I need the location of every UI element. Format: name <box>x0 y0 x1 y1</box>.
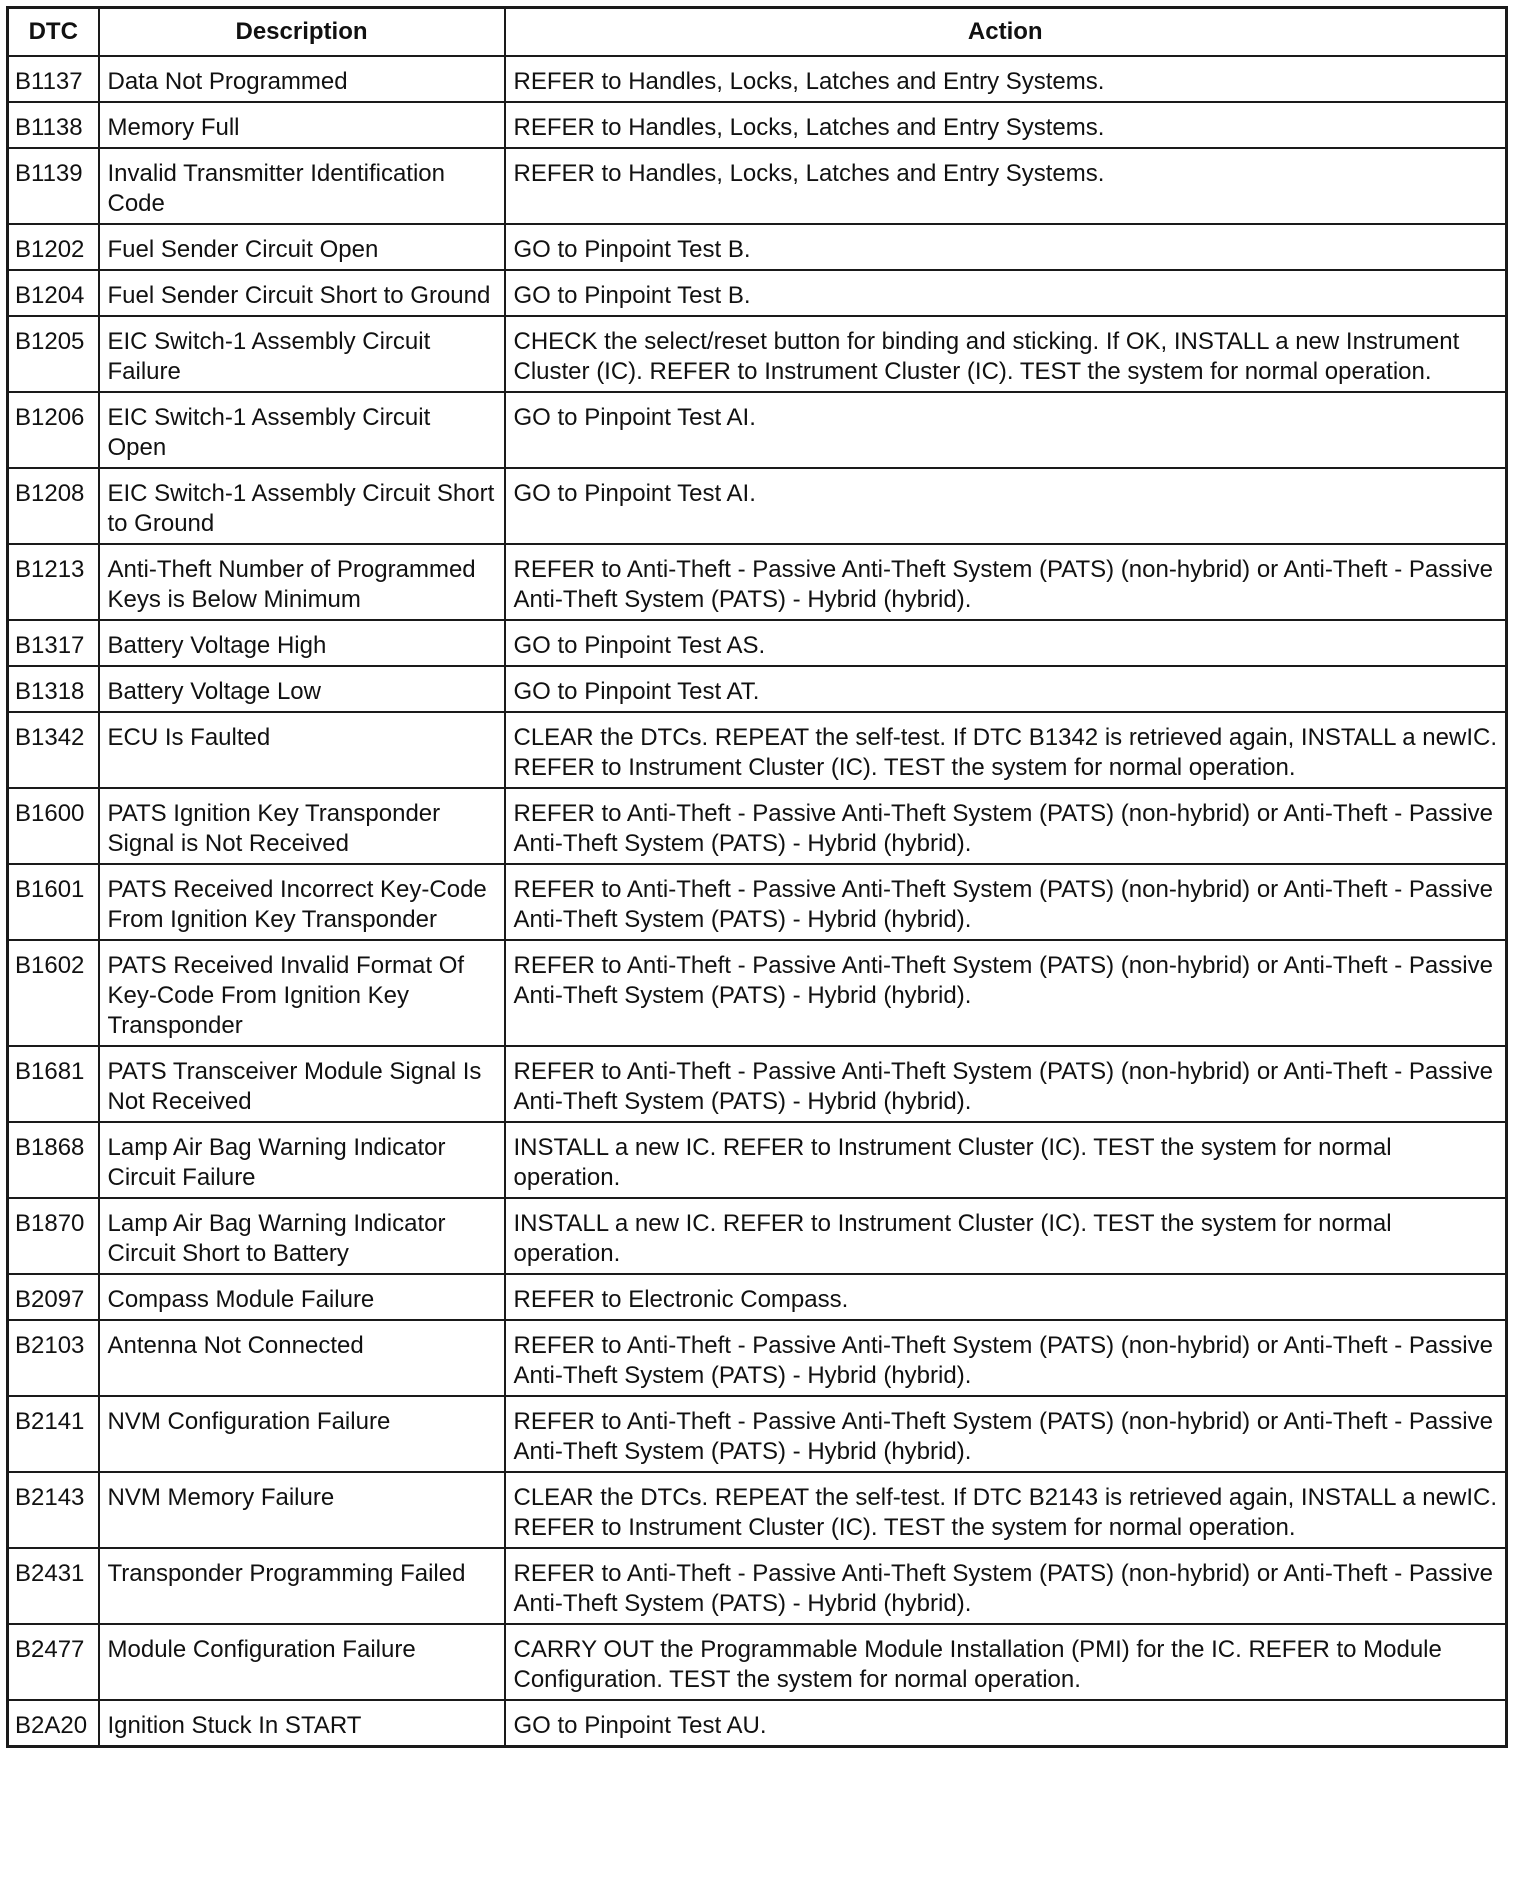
dtc-cell: B2141 <box>8 1396 99 1472</box>
action-cell: REFER to Anti-Theft - Passive Anti-Theft System (PATS) (non-hybrid) or Anti-Theft - Passive Anti-Theft System (PATS) - Hybrid (hybrid). <box>505 1046 1507 1122</box>
action-cell: GO to Pinpoint Test AI. <box>505 392 1507 468</box>
dtc-cell: B1600 <box>8 788 99 864</box>
description-cell: PATS Received Invalid Format Of Key-Code From Ignition Key Transponder <box>99 940 505 1046</box>
table-row <box>8 712 1507 788</box>
dtc-cell: B1213 <box>8 544 99 620</box>
table-row <box>8 392 1507 468</box>
table-row <box>8 666 1507 712</box>
table-row <box>8 864 1507 940</box>
dtc-cell: B1318 <box>8 666 99 712</box>
header-action: Action <box>505 8 1507 57</box>
table-row <box>8 1700 1507 1747</box>
dtc-cell: B1206 <box>8 392 99 468</box>
description-cell: EIC Switch-1 Assembly Circuit Open <box>99 392 505 468</box>
table-row <box>8 1396 1507 1472</box>
description-cell: Transponder Programming Failed <box>99 1548 505 1624</box>
table-body <box>8 56 1507 1747</box>
action-cell: REFER to Anti-Theft - Passive Anti-Theft System (PATS) (non-hybrid) or Anti-Theft - Passive Anti-Theft System (PATS) - Hybrid (hybrid). <box>505 544 1507 620</box>
table-row <box>8 224 1507 270</box>
action-cell: GO to Pinpoint Test AU. <box>505 1700 1507 1747</box>
dtc-cell: B2143 <box>8 1472 99 1548</box>
description-cell: Module Configuration Failure <box>99 1624 505 1700</box>
action-cell: CLEAR the DTCs. REPEAT the self-test. If DTC B2143 is retrieved again, INSTALL a newIC. REFER to Instrument Cluster (IC). TEST the system for normal operation. <box>505 1472 1507 1548</box>
action-cell: INSTALL a new IC. REFER to Instrument Cluster (IC). TEST the system for normal operation. <box>505 1122 1507 1198</box>
header-dtc: DTC <box>8 8 99 57</box>
description-cell: NVM Memory Failure <box>99 1472 505 1548</box>
description-cell: PATS Ignition Key Transponder Signal is Not Received <box>99 788 505 864</box>
dtc-cell: B1868 <box>8 1122 99 1198</box>
description-cell: Lamp Air Bag Warning Indicator Circuit Short to Battery <box>99 1198 505 1274</box>
table-row <box>8 544 1507 620</box>
dtc-cell: B1138 <box>8 102 99 148</box>
action-cell: REFER to Electronic Compass. <box>505 1274 1507 1320</box>
description-cell: Fuel Sender Circuit Short to Ground <box>99 270 505 316</box>
table-row <box>8 788 1507 864</box>
action-cell: REFER to Handles, Locks, Latches and Entry Systems. <box>505 148 1507 224</box>
dtc-cell: B1139 <box>8 148 99 224</box>
description-cell: EIC Switch-1 Assembly Circuit Failure <box>99 316 505 392</box>
table-row <box>8 102 1507 148</box>
dtc-cell: B1202 <box>8 224 99 270</box>
description-cell: Fuel Sender Circuit Open <box>99 224 505 270</box>
action-cell: GO to Pinpoint Test AT. <box>505 666 1507 712</box>
table-row <box>8 316 1507 392</box>
table-row <box>8 1548 1507 1624</box>
action-cell: REFER to Handles, Locks, Latches and Entry Systems. <box>505 56 1507 102</box>
description-cell: PATS Received Incorrect Key-Code From Ignition Key Transponder <box>99 864 505 940</box>
table-row <box>8 1198 1507 1274</box>
description-cell: Ignition Stuck In START <box>99 1700 505 1747</box>
table-row <box>8 56 1507 102</box>
dtc-cell: B1208 <box>8 468 99 544</box>
dtc-cell: B2477 <box>8 1624 99 1700</box>
action-cell: REFER to Anti-Theft - Passive Anti-Theft System (PATS) (non-hybrid) or Anti-Theft - Passive Anti-Theft System (PATS) - Hybrid (hybrid). <box>505 1396 1507 1472</box>
action-cell: GO to Pinpoint Test AS. <box>505 620 1507 666</box>
dtc-cell: B1204 <box>8 270 99 316</box>
description-cell: ECU Is Faulted <box>99 712 505 788</box>
header-row <box>8 8 1507 57</box>
dtc-cell: B2431 <box>8 1548 99 1624</box>
action-cell: GO to Pinpoint Test B. <box>505 270 1507 316</box>
table-row <box>8 270 1507 316</box>
action-cell: REFER to Anti-Theft - Passive Anti-Theft System (PATS) (non-hybrid) or Anti-Theft - Passive Anti-Theft System (PATS) - Hybrid (hybrid). <box>505 788 1507 864</box>
description-cell: Compass Module Failure <box>99 1274 505 1320</box>
dtc-cell: B1317 <box>8 620 99 666</box>
table-row <box>8 468 1507 544</box>
table-row <box>8 1122 1507 1198</box>
dtc-cell: B1601 <box>8 864 99 940</box>
description-cell: Memory Full <box>99 102 505 148</box>
description-cell: Battery Voltage Low <box>99 666 505 712</box>
dtc-cell: B1870 <box>8 1198 99 1274</box>
table-row <box>8 1274 1507 1320</box>
description-cell: EIC Switch-1 Assembly Circuit Short to Ground <box>99 468 505 544</box>
dtc-table <box>6 6 1508 1748</box>
action-cell: REFER to Handles, Locks, Latches and Entry Systems. <box>505 102 1507 148</box>
table-row <box>8 1624 1507 1700</box>
dtc-cell: B2103 <box>8 1320 99 1396</box>
table-row <box>8 148 1507 224</box>
table-row <box>8 1046 1507 1122</box>
dtc-cell: B2A20 <box>8 1700 99 1747</box>
action-cell: REFER to Anti-Theft - Passive Anti-Theft System (PATS) (non-hybrid) or Anti-Theft - Passive Anti-Theft System (PATS) - Hybrid (hybrid). <box>505 864 1507 940</box>
dtc-cell: B1137 <box>8 56 99 102</box>
action-cell: REFER to Anti-Theft - Passive Anti-Theft System (PATS) (non-hybrid) or Anti-Theft - Passive Anti-Theft System (PATS) - Hybrid (hybrid). <box>505 1320 1507 1396</box>
description-cell: Invalid Transmitter Identification Code <box>99 148 505 224</box>
description-cell: Anti-Theft Number of Programmed Keys is Below Minimum <box>99 544 505 620</box>
description-cell: PATS Transceiver Module Signal Is Not Received <box>99 1046 505 1122</box>
action-cell: REFER to Anti-Theft - Passive Anti-Theft System (PATS) (non-hybrid) or Anti-Theft - Passive Anti-Theft System (PATS) - Hybrid (hybrid). <box>505 940 1507 1046</box>
action-cell: REFER to Anti-Theft - Passive Anti-Theft System (PATS) (non-hybrid) or Anti-Theft - Passive Anti-Theft System (PATS) - Hybrid (hybrid). <box>505 1548 1507 1624</box>
dtc-cell: B1681 <box>8 1046 99 1122</box>
table-row <box>8 940 1507 1046</box>
description-cell: Data Not Programmed <box>99 56 505 102</box>
dtc-cell: B2097 <box>8 1274 99 1320</box>
table-row <box>8 1472 1507 1548</box>
action-cell: GO to Pinpoint Test B. <box>505 224 1507 270</box>
description-cell: NVM Configuration Failure <box>99 1396 505 1472</box>
action-cell: CHECK the select/reset button for binding and sticking. If OK, INSTALL a new Instrument Cluster (IC). REFER to Instrument Cluster (IC). TEST the system for normal operation. <box>505 316 1507 392</box>
action-cell: INSTALL a new IC. REFER to Instrument Cluster (IC). TEST the system for normal operation. <box>505 1198 1507 1274</box>
description-cell: Lamp Air Bag Warning Indicator Circuit Failure <box>99 1122 505 1198</box>
table-header <box>8 8 1507 57</box>
description-cell: Battery Voltage High <box>99 620 505 666</box>
action-cell: CARRY OUT the Programmable Module Installation (PMI) for the IC. REFER to Module Configuration. TEST the system for normal operation. <box>505 1624 1507 1700</box>
action-cell: CLEAR the DTCs. REPEAT the self-test. If DTC B1342 is retrieved again, INSTALL a newIC. REFER to Instrument Cluster (IC). TEST the system for normal operation. <box>505 712 1507 788</box>
dtc-cell: B1602 <box>8 940 99 1046</box>
table-row <box>8 1320 1507 1396</box>
table-row <box>8 620 1507 666</box>
description-cell: Antenna Not Connected <box>99 1320 505 1396</box>
dtc-cell: B1205 <box>8 316 99 392</box>
action-cell: GO to Pinpoint Test AI. <box>505 468 1507 544</box>
header-description: Description <box>99 8 505 57</box>
dtc-cell: B1342 <box>8 712 99 788</box>
